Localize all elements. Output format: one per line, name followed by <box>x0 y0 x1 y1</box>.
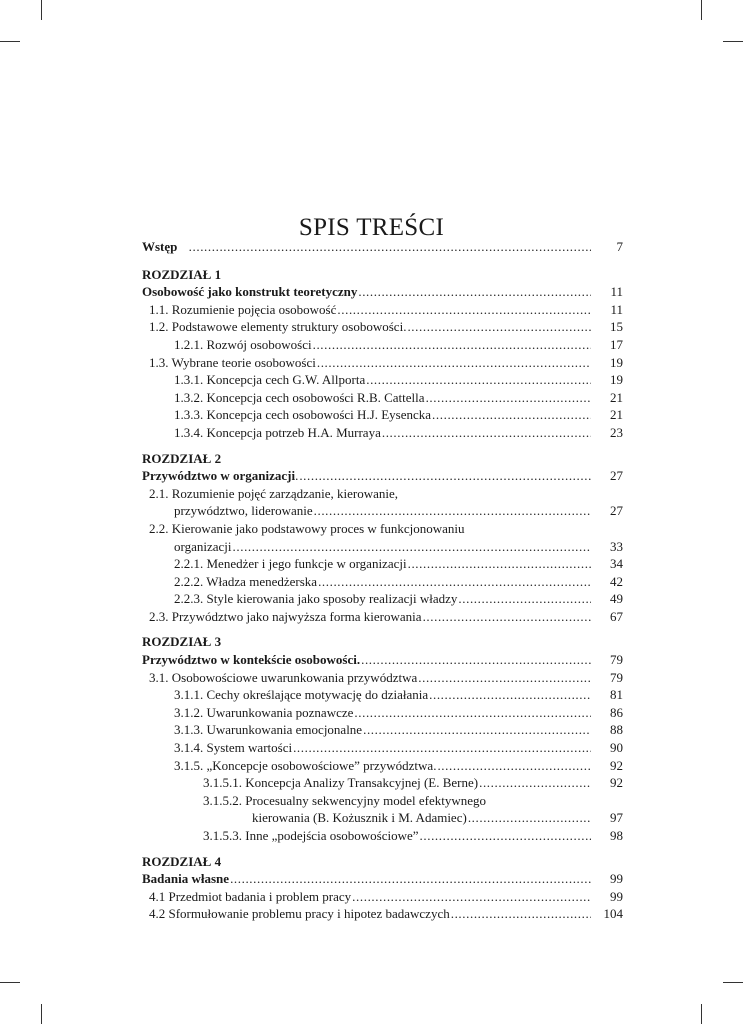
page-number: 97 <box>610 810 623 826</box>
toc-entry-chapter-3[interactable]: Przywództwo w kontekście osobowości. ..... 79 <box>142 651 623 669</box>
toc-entry[interactable]: 3.1.1. Cechy określające motywację do działania ..... 81 <box>142 686 623 704</box>
toc-entry-wstep[interactable]: Wstęp ..... 7 <box>142 238 623 256</box>
page-number: 33 <box>610 538 623 554</box>
page-number: 27 <box>610 503 623 519</box>
toc-entry[interactable]: 3.1.5.1. Koncepcja Analizy Transakcyjnej (E. Berne) ..... 92 <box>142 774 623 792</box>
toc-entry[interactable]: 3.1.5.3. Inne „podejścia osobowościowe” ..... 98 <box>142 827 623 845</box>
page-number: 7 <box>616 239 623 254</box>
page-number: 104 <box>603 906 623 922</box>
crop-mark <box>723 41 743 42</box>
chapter-label: ROZDZIAŁ 4 <box>142 853 222 869</box>
page-number: 15 <box>610 319 623 335</box>
page-number: 92 <box>610 775 623 791</box>
page-number: 49 <box>610 591 623 607</box>
toc-entry[interactable]: 4.2 Sformułowanie problemu pracy i hipotez badawczych ..... 104 <box>142 905 623 923</box>
page-number: 81 <box>610 687 623 703</box>
table-of-contents <box>142 238 623 923</box>
toc-entry[interactable]: 3.1.4. System wartości ..... 90 <box>142 739 623 757</box>
toc-entry[interactable]: 2.2.1. Menedżer i jego funkcje w organizacji ..... 34 <box>142 555 623 573</box>
toc-entry[interactable]: 3.1.2. Uwarunkowania poznawcze ..... 86 <box>142 704 623 722</box>
toc-entry-chapter-1[interactable]: Osobowość jako konstrukt teoretyczny ..... 11 <box>142 283 623 301</box>
toc-entry-continued[interactable]: kierowania (B. Kożusznik i M. Adamiec) ..... 97 <box>142 809 623 827</box>
page-number: 17 <box>610 336 623 352</box>
crop-mark <box>723 982 743 983</box>
page-number: 21 <box>610 407 623 423</box>
toc-entry[interactable]: 2.2.3. Style kierowania jako sposoby realizacji władzy ..... 49 <box>142 590 623 608</box>
page-title: SPIS TREŚCI <box>298 213 445 241</box>
page-number: 42 <box>610 573 623 589</box>
toc-entry[interactable]: 4.1 Przedmiot badania i problem pracy ..... 99 <box>142 888 623 906</box>
page-number: 86 <box>610 704 623 720</box>
toc-entry[interactable]: 1.1. Rozumienie pojęcia osobowość ..... 11 <box>142 301 623 319</box>
toc-entry[interactable]: 1.2.1. Rozwój osobowości ..... 17 <box>142 336 623 354</box>
page-number: 88 <box>610 722 623 738</box>
page-number: 19 <box>610 354 623 370</box>
crop-mark <box>701 0 702 20</box>
page-number: 19 <box>610 372 623 388</box>
crop-mark <box>41 0 42 20</box>
page-number: 79 <box>610 669 623 685</box>
page-number: 99 <box>610 888 623 904</box>
toc-entry[interactable]: 2.2. Kierowanie jako podstawowy proces w funkcjonowaniu <box>149 520 465 536</box>
crop-mark <box>701 1004 702 1024</box>
page-number: 11 <box>610 284 623 300</box>
crop-mark <box>41 1004 42 1024</box>
toc-entry[interactable]: 3.1.5. „Koncepcje osobowościowe” przywództwa. ..... 92 <box>142 757 623 775</box>
toc-entry-continued[interactable]: przywództwo, liderowanie ..... 27 <box>142 502 623 520</box>
toc-entry[interactable]: 2.2.2. Władza menedżerska ..... 42 <box>142 573 623 591</box>
toc-entry[interactable]: 2.3. Przywództwo jako najwyższa forma kierowania ..... 67 <box>142 608 623 626</box>
toc-entry[interactable]: 1.3.3. Koncepcja cech osobowości H.J. Eysencka ..... 21 <box>142 406 623 424</box>
page-number: 92 <box>610 757 623 773</box>
toc-entry[interactable]: 1.3.2. Koncepcja cech osobowości R.B. Cattella ..... 21 <box>142 389 623 407</box>
chapter-label: ROZDZIAŁ 2 <box>142 450 222 466</box>
toc-entry-continued[interactable]: organizacji ..... 33 <box>142 538 623 556</box>
toc-entry-chapter-2[interactable]: Przywództwo w organizacji . ..... 27 <box>142 467 623 485</box>
page-number: 27 <box>610 468 623 484</box>
page-number: 67 <box>610 608 623 624</box>
toc-entry[interactable]: 2.1. Rozumienie pojęć zarządzanie, kierowanie, <box>149 485 399 501</box>
page-number: 11 <box>610 301 623 317</box>
toc-entry[interactable]: 1.3.1. Koncepcja cech G.W. Allporta ..... 19 <box>142 371 623 389</box>
toc-entry[interactable]: 3.1. Osobowościowe uwarunkowania przywództwa ..... 79 <box>142 669 623 687</box>
page-number: 79 <box>610 652 623 668</box>
page-number: 23 <box>610 424 623 440</box>
crop-mark <box>0 982 20 983</box>
crop-mark <box>0 41 20 42</box>
chapter-label: ROZDZIAŁ 3 <box>142 634 222 650</box>
toc-entry[interactable]: 3.1.3. Uwarunkowania emocjonalne ..... 88 <box>142 721 623 739</box>
page-number: 21 <box>610 389 623 405</box>
toc-entry[interactable]: 1.3. Wybrane teorie osobowości ..... 19 <box>142 354 623 372</box>
toc-entry[interactable]: 3.1.5.2. Procesualny sekwencyjny model efektywnego <box>203 792 487 808</box>
page-number: 99 <box>610 871 623 887</box>
toc-entry[interactable]: 1.2. Podstawowe elementy struktury osobowości. ..... 15 <box>142 318 623 336</box>
chapter-label: ROZDZIAŁ 1 <box>142 266 222 282</box>
page-number: 98 <box>610 828 623 843</box>
toc-entry-chapter-4[interactable]: Badania własne ..... 99 <box>142 870 623 888</box>
page-number: 90 <box>610 740 623 756</box>
page-number: 34 <box>610 556 623 572</box>
toc-entry[interactable]: 1.3.4. Koncepcja potrzeb H.A. Murraya ..... 23 <box>142 424 623 442</box>
